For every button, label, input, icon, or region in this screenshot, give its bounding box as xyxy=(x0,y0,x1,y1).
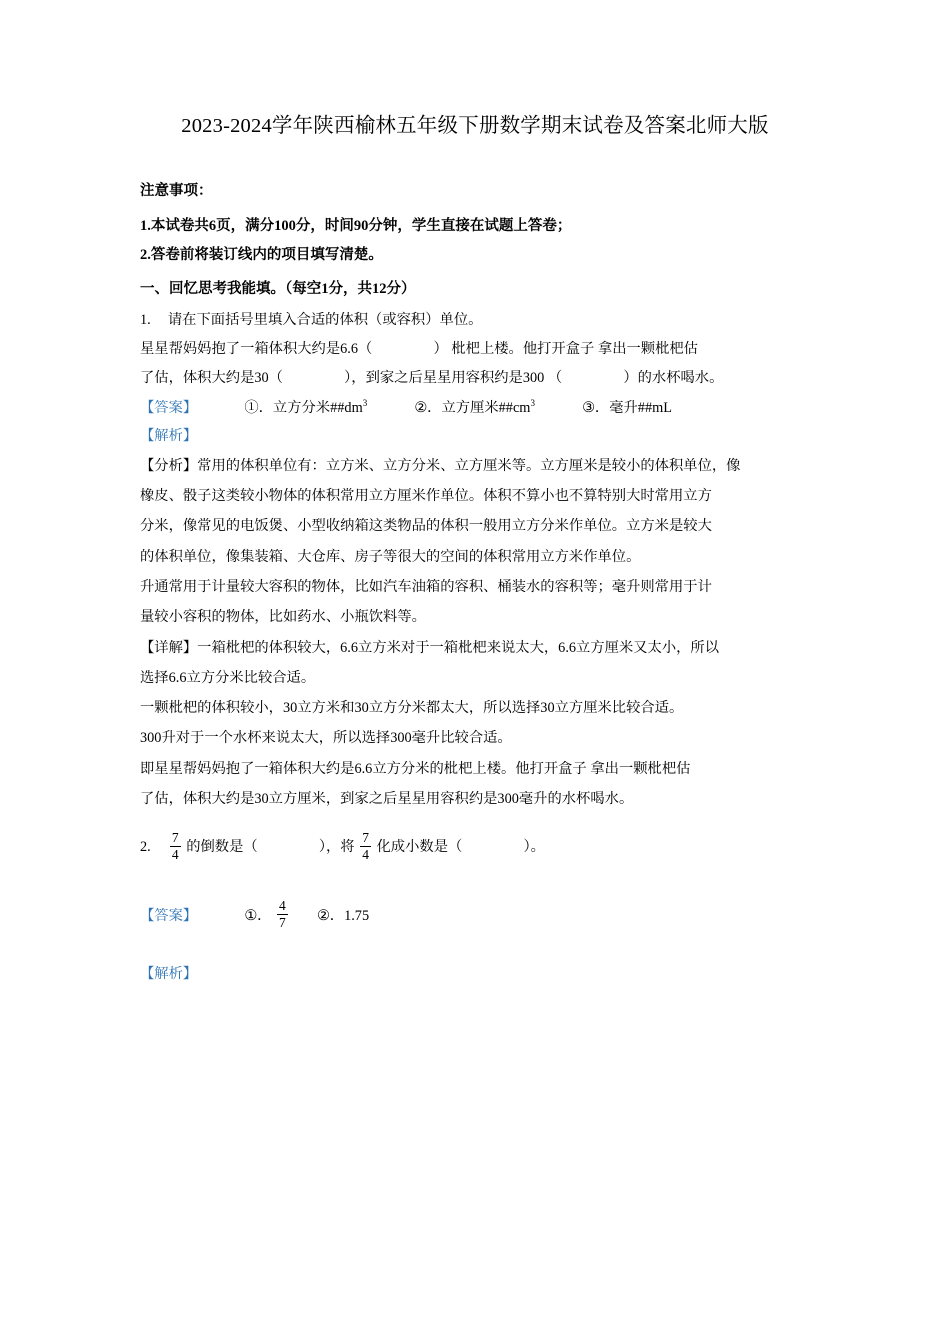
answer-item-1: ①．立方分米$\#\#dm^3$ xyxy=(244,397,368,416)
analysis-line-5: 升通常用于计量较大容积的物体，比如汽车油箱的容积、桶装水的容积等；毫升则常用于计 xyxy=(140,578,712,595)
question-1-explain-tag: 【解析】 xyxy=(140,428,198,445)
question-1-line-1 xyxy=(140,335,810,364)
page-title: 2023-2024学年陕西榆林五年级下册数学期末试卷及答案北师大版 xyxy=(181,115,769,137)
question-2-text-d: ）。 xyxy=(523,839,545,856)
question-1-line-1b: ） 枇杷上楼。他打开盒子 拿出一颗枇杷估 xyxy=(433,341,698,357)
notice-heading: 注意事项： xyxy=(140,183,213,200)
question-2-explain-tag: 【解析】 xyxy=(140,966,198,982)
fraction-numerator: 7 xyxy=(171,829,179,845)
question-2-stem xyxy=(140,830,810,864)
question-2-answer-row xyxy=(140,899,810,930)
section-heading-1: 一、回忆思考我能填。（每空1分，共12分） xyxy=(140,280,416,297)
fraction-denominator: 7 xyxy=(279,914,286,930)
fraction-numerator: 7 xyxy=(362,829,369,845)
analysis-line-6: 量较小容积的物体，比如药水、小瓶饮料等。 xyxy=(140,609,426,626)
fraction-seven-fourths-2 xyxy=(360,831,371,862)
question-1-line-2a: 了估，体积大约是30（ xyxy=(140,370,283,387)
analysis-line-3: 分米，像常见的电饭煲、小型收纳箱这类物品的体积一般用立方分米作单位。立方米是较大 xyxy=(140,518,712,535)
fraction-four-sevenths xyxy=(277,899,288,930)
detail-line-4: 300升对于一个水杯来说太大，所以选择300毫升比较合适。 xyxy=(140,730,512,747)
question-2-text-a: 的倒数是（ xyxy=(186,839,258,856)
question-2-text-c: 化成小数是（ xyxy=(376,839,463,856)
fraction-denominator: 4 xyxy=(171,846,179,862)
question-2-text-b: ），将 xyxy=(318,839,355,856)
analysis-line-4: 的体积单位，像集装箱、大仓库、房子等很大的空间的体积常用立方米作单位。 xyxy=(140,548,641,565)
question-1-line-2c: ）的水杯喝水。 xyxy=(623,370,724,387)
detail-line-6: 了估，体积大约是30立方厘米，到家之后星星用容积约是300毫升的水杯喝水。 xyxy=(140,791,634,808)
fraction-denominator: 4 xyxy=(362,846,369,862)
unit-exponent: 3 xyxy=(362,397,368,408)
question-1-stem-text: 请在下面括号里填入合适的体积（或容积）单位。 xyxy=(167,311,483,328)
answer-item-1-label: ①． xyxy=(244,907,272,924)
answer-tag: 【答案】 xyxy=(140,907,198,924)
question-1-answer-row xyxy=(140,394,810,423)
answer-tag: 【答案】 xyxy=(140,399,198,416)
analysis-line-2: 橡皮、骰子这类较小物体的体积常用立方厘米作单位。体积不算小也不算特别大时常用立方 xyxy=(140,488,712,505)
notice-line-2: 2.答卷前将装订线内的项目填写清楚。 xyxy=(140,246,383,263)
answer-item-2: ②．1.75 xyxy=(316,907,370,924)
question-1-number: 1. xyxy=(140,311,151,328)
detail-line-5: 即星星帮妈妈抱了一箱体积大约是6.6立方分米的枇杷上楼。他打开盒子 拿出一颗枇杷估 xyxy=(140,760,691,777)
fraction-seven-fourths xyxy=(170,831,181,862)
question-1-stem xyxy=(140,306,810,335)
question-1-line-2b: ），到家之后星星用容积约是300 （ xyxy=(344,370,563,387)
fraction-numerator: 4 xyxy=(279,897,286,913)
notice-line-1: 1.本试卷共6页，满分100分，时间90分钟，学生直接在试题上答卷； xyxy=(140,217,572,234)
question-2-number: 2. xyxy=(140,839,151,856)
question-1-line-2 xyxy=(140,364,810,393)
detail-line-3: 一颗枇杷的体积较小，30立方米和30立方分米都太大，所以选择30立方厘米比较合适。 xyxy=(140,700,684,717)
unit-exponent: 3 xyxy=(530,397,535,408)
answer-item-2: ②．立方厘米$\#\#cm^3$ xyxy=(414,397,535,416)
answer-item-3: ③．毫升##mL xyxy=(582,399,672,416)
detail-line-1: 【详解】一箱枇杷的体积较大，6.6立方米对于一箱枇杷来说太大，6.6立方厘米又太小，所以 xyxy=(140,639,720,656)
detail-line-2: 选择6.6立方分米比较合适。 xyxy=(140,669,316,686)
analysis-line-1: 【分析】常用的体积单位有：立方米、立方分米、立方厘米等。立方厘米是较小的体积单位，像 xyxy=(140,457,741,474)
question-1-line-1a: 星星帮妈妈抱了一箱体积大约是6.6（ xyxy=(140,341,373,357)
